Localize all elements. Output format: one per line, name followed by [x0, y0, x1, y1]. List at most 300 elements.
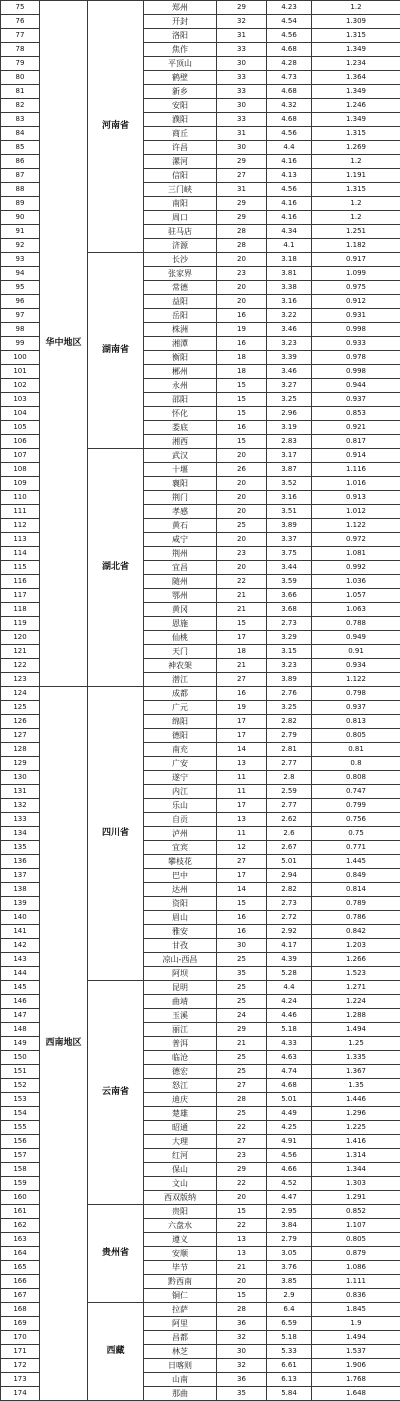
- value-cell: 0.992: [312, 561, 400, 575]
- city-cell: 自贡: [144, 813, 217, 827]
- value-cell: 5.33: [267, 1345, 312, 1359]
- value-cell: 3.15: [267, 645, 312, 659]
- value-cell: 25: [217, 981, 267, 995]
- value-cell: 1.224: [312, 995, 400, 1009]
- value-cell: 6.4: [267, 1303, 312, 1317]
- city-cell: 恩施: [144, 617, 217, 631]
- city-cell: 株洲: [144, 323, 217, 337]
- value-cell: 3.25: [267, 701, 312, 715]
- value-cell: 15: [217, 1205, 267, 1219]
- value-cell: 3.23: [267, 659, 312, 673]
- city-cell: 乐山: [144, 799, 217, 813]
- row-number-cell: 123: [1, 673, 40, 687]
- value-cell: 0.998: [312, 323, 400, 337]
- value-cell: 1.012: [312, 505, 400, 519]
- value-cell: 0.912: [312, 295, 400, 309]
- value-cell: 3.27: [267, 379, 312, 393]
- city-cell: 楚雄: [144, 1107, 217, 1121]
- value-cell: 12: [217, 841, 267, 855]
- row-number-cell: 80: [1, 71, 40, 85]
- value-cell: 4.74: [267, 1065, 312, 1079]
- city-cell: 拉萨: [144, 1303, 217, 1317]
- row-number-cell: 131: [1, 785, 40, 799]
- value-cell: 13: [217, 1247, 267, 1261]
- row-number-cell: 102: [1, 379, 40, 393]
- value-cell: 1.234: [312, 57, 400, 71]
- value-cell: 31: [217, 127, 267, 141]
- row-number-cell: 83: [1, 113, 40, 127]
- value-cell: 2.6: [267, 827, 312, 841]
- row-number-cell: 109: [1, 477, 40, 491]
- value-cell: 0.849: [312, 869, 400, 883]
- row-number-cell: 135: [1, 841, 40, 855]
- row-number-cell: 117: [1, 589, 40, 603]
- row-number-cell: 163: [1, 1233, 40, 1247]
- value-cell: 0.747: [312, 785, 400, 799]
- row-number-cell: 129: [1, 757, 40, 771]
- value-cell: 3.18: [267, 253, 312, 267]
- city-cell: 资阳: [144, 897, 217, 911]
- city-cell: 鹤壁: [144, 71, 217, 85]
- value-cell: 4.1: [267, 239, 312, 253]
- city-cell: 孝感: [144, 505, 217, 519]
- value-cell: 4.49: [267, 1107, 312, 1121]
- row-number-cell: 151: [1, 1065, 40, 1079]
- value-cell: 2.77: [267, 799, 312, 813]
- city-cell: 红河: [144, 1149, 217, 1163]
- city-cell: 大理: [144, 1135, 217, 1149]
- value-cell: 13: [217, 813, 267, 827]
- value-cell: 0.933: [312, 337, 400, 351]
- city-cell: 达州: [144, 883, 217, 897]
- row-number-cell: 140: [1, 911, 40, 925]
- city-cell: 许昌: [144, 141, 217, 155]
- city-cell: 平顶山: [144, 57, 217, 71]
- row-number-cell: 76: [1, 15, 40, 29]
- row-number-cell: 146: [1, 995, 40, 1009]
- value-cell: 1.494: [312, 1023, 400, 1037]
- city-cell: 仙桃: [144, 631, 217, 645]
- value-cell: 1.251: [312, 225, 400, 239]
- city-cell: 南充: [144, 743, 217, 757]
- value-cell: 3.25: [267, 393, 312, 407]
- value-cell: 33: [217, 113, 267, 127]
- value-cell: 25: [217, 995, 267, 1009]
- city-cell: 娄底: [144, 421, 217, 435]
- value-cell: 21: [217, 589, 267, 603]
- row-number-cell: 114: [1, 547, 40, 561]
- row-number-cell: 106: [1, 435, 40, 449]
- value-cell: 1.309: [312, 15, 400, 29]
- value-cell: 17: [217, 869, 267, 883]
- value-cell: 0.879: [312, 1247, 400, 1261]
- value-cell: 1.9: [312, 1317, 400, 1331]
- row-number-cell: 82: [1, 99, 40, 113]
- value-cell: 1.057: [312, 589, 400, 603]
- value-cell: 4.68: [267, 1079, 312, 1093]
- value-cell: 3.81: [267, 267, 312, 281]
- city-cell: 铜仁: [144, 1289, 217, 1303]
- value-cell: 0.931: [312, 309, 400, 323]
- row-number-cell: 138: [1, 883, 40, 897]
- city-cell: 荆门: [144, 491, 217, 505]
- city-cell: 贵阳: [144, 1205, 217, 1219]
- city-cell: 天门: [144, 645, 217, 659]
- city-cell: 武汉: [144, 449, 217, 463]
- city-cell: 玉溪: [144, 1009, 217, 1023]
- row-number-cell: 126: [1, 715, 40, 729]
- value-cell: 29: [217, 197, 267, 211]
- city-cell: 眉山: [144, 911, 217, 925]
- table-row: [1, 1, 400, 15]
- city-cell: 文山: [144, 1177, 217, 1191]
- value-cell: 1.269: [312, 141, 400, 155]
- value-cell: 0.805: [312, 729, 400, 743]
- city-cell: 绵阳: [144, 715, 217, 729]
- value-cell: 3.19: [267, 421, 312, 435]
- value-cell: 5.01: [267, 1093, 312, 1107]
- value-cell: 4.54: [267, 15, 312, 29]
- region-cell: 华中地区: [40, 1, 88, 687]
- value-cell: 4.73: [267, 71, 312, 85]
- value-cell: 22: [217, 1177, 267, 1191]
- row-number-cell: 99: [1, 337, 40, 351]
- city-cell: 郑州: [144, 1, 217, 15]
- value-cell: 4.28: [267, 57, 312, 71]
- value-cell: 20: [217, 1275, 267, 1289]
- value-cell: 1.648: [312, 1387, 400, 1401]
- row-number-cell: 166: [1, 1275, 40, 1289]
- value-cell: 31: [217, 29, 267, 43]
- row-number-cell: 87: [1, 169, 40, 183]
- value-cell: 1.063: [312, 603, 400, 617]
- city-cell: 临沧: [144, 1051, 217, 1065]
- city-cell: 德阳: [144, 729, 217, 743]
- value-cell: 5.84: [267, 1387, 312, 1401]
- value-cell: 1.303: [312, 1177, 400, 1191]
- row-number-cell: 155: [1, 1121, 40, 1135]
- value-cell: 17: [217, 799, 267, 813]
- city-cell: 宜昌: [144, 561, 217, 575]
- value-cell: 1.271: [312, 981, 400, 995]
- row-number-cell: 120: [1, 631, 40, 645]
- row-number-cell: 119: [1, 617, 40, 631]
- value-cell: 3.46: [267, 323, 312, 337]
- value-cell: 3.44: [267, 561, 312, 575]
- value-cell: 2.9: [267, 1289, 312, 1303]
- value-cell: 1.315: [312, 127, 400, 141]
- row-number-cell: 88: [1, 183, 40, 197]
- city-cell: 阿里: [144, 1317, 217, 1331]
- value-cell: 2.76: [267, 687, 312, 701]
- city-cell: 日喀则: [144, 1359, 217, 1373]
- value-cell: 3.89: [267, 519, 312, 533]
- value-cell: 2.8: [267, 771, 312, 785]
- city-cell: 潜江: [144, 673, 217, 687]
- row-number-cell: 164: [1, 1247, 40, 1261]
- value-cell: 29: [217, 1, 267, 15]
- value-cell: 13: [217, 1233, 267, 1247]
- city-cell: 毕节: [144, 1261, 217, 1275]
- value-cell: 28: [217, 225, 267, 239]
- value-cell: 30: [217, 99, 267, 113]
- row-number-cell: 86: [1, 155, 40, 169]
- value-cell: 4.4: [267, 141, 312, 155]
- value-cell: 2.81: [267, 743, 312, 757]
- value-cell: 25: [217, 519, 267, 533]
- value-cell: 0.914: [312, 449, 400, 463]
- value-cell: 14: [217, 883, 267, 897]
- city-cell: 濮阳: [144, 113, 217, 127]
- value-cell: 17: [217, 715, 267, 729]
- row-number-cell: 128: [1, 743, 40, 757]
- city-cell: 开封: [144, 15, 217, 29]
- value-cell: 21: [217, 659, 267, 673]
- value-cell: 16: [217, 911, 267, 925]
- value-cell: 3.87: [267, 463, 312, 477]
- value-cell: 0.75: [312, 827, 400, 841]
- value-cell: 0.808: [312, 771, 400, 785]
- value-cell: 4.68: [267, 113, 312, 127]
- row-number-cell: 85: [1, 141, 40, 155]
- value-cell: 29: [217, 211, 267, 225]
- value-cell: 1.364: [312, 71, 400, 85]
- value-cell: 0.814: [312, 883, 400, 897]
- row-number-cell: 81: [1, 85, 40, 99]
- city-cell: 张家界: [144, 267, 217, 281]
- value-cell: 15: [217, 1289, 267, 1303]
- value-cell: 2.96: [267, 407, 312, 421]
- value-cell: 16: [217, 337, 267, 351]
- value-cell: 1.349: [312, 113, 400, 127]
- row-number-cell: 111: [1, 505, 40, 519]
- value-cell: 6.59: [267, 1317, 312, 1331]
- value-cell: 1.537: [312, 1345, 400, 1359]
- value-cell: 20: [217, 477, 267, 491]
- city-cell: 成都: [144, 687, 217, 701]
- city-cell: 昆明: [144, 981, 217, 995]
- value-cell: 11: [217, 771, 267, 785]
- value-cell: 1.288: [312, 1009, 400, 1023]
- value-cell: 0.789: [312, 897, 400, 911]
- value-cell: 18: [217, 351, 267, 365]
- value-cell: 4.16: [267, 155, 312, 169]
- value-cell: 26: [217, 463, 267, 477]
- value-cell: 30: [217, 141, 267, 155]
- value-cell: 2.77: [267, 757, 312, 771]
- value-cell: 1.768: [312, 1373, 400, 1387]
- city-cell: 曲靖: [144, 995, 217, 1009]
- value-cell: 0.771: [312, 841, 400, 855]
- row-number-cell: 93: [1, 253, 40, 267]
- value-cell: 4.34: [267, 225, 312, 239]
- value-cell: 0.842: [312, 925, 400, 939]
- row-number-cell: 78: [1, 43, 40, 57]
- value-cell: 3.75: [267, 547, 312, 561]
- value-cell: 1.349: [312, 43, 400, 57]
- row-number-cell: 141: [1, 925, 40, 939]
- value-cell: 23: [217, 1149, 267, 1163]
- value-cell: 6.13: [267, 1373, 312, 1387]
- value-cell: 3.89: [267, 673, 312, 687]
- value-cell: 14: [217, 743, 267, 757]
- city-cell: 丽江: [144, 1023, 217, 1037]
- value-cell: 1.099: [312, 267, 400, 281]
- value-cell: 1.182: [312, 239, 400, 253]
- value-cell: 27: [217, 169, 267, 183]
- row-number-cell: 169: [1, 1317, 40, 1331]
- city-cell: 攀枝花: [144, 855, 217, 869]
- value-cell: 4.56: [267, 127, 312, 141]
- value-cell: 1.416: [312, 1135, 400, 1149]
- value-cell: 4.56: [267, 29, 312, 43]
- value-cell: 13: [217, 757, 267, 771]
- value-cell: 1.122: [312, 519, 400, 533]
- row-number-cell: 98: [1, 323, 40, 337]
- value-cell: 0.91: [312, 645, 400, 659]
- value-cell: 1.191: [312, 169, 400, 183]
- value-cell: 27: [217, 673, 267, 687]
- value-cell: 2.62: [267, 813, 312, 827]
- value-cell: 0.852: [312, 1205, 400, 1219]
- value-cell: 4.32: [267, 99, 312, 113]
- city-cell: 凉山-西昌: [144, 953, 217, 967]
- value-cell: 17: [217, 729, 267, 743]
- value-cell: 1.906: [312, 1359, 400, 1373]
- city-cell: 安顺: [144, 1247, 217, 1261]
- value-cell: 24: [217, 1009, 267, 1023]
- value-cell: 19: [217, 323, 267, 337]
- value-cell: 0.805: [312, 1233, 400, 1247]
- value-cell: 1.349: [312, 85, 400, 99]
- value-cell: 15: [217, 407, 267, 421]
- row-number-cell: 170: [1, 1331, 40, 1345]
- city-cell: 黄冈: [144, 603, 217, 617]
- city-cell: 黔西南: [144, 1275, 217, 1289]
- value-cell: 30: [217, 1345, 267, 1359]
- value-cell: 0.836: [312, 1289, 400, 1303]
- row-number-cell: 136: [1, 855, 40, 869]
- city-cell: 普洱: [144, 1037, 217, 1051]
- value-cell: 2.73: [267, 617, 312, 631]
- province-cell: 云南省: [88, 981, 144, 1205]
- value-cell: 4.39: [267, 953, 312, 967]
- value-cell: 3.38: [267, 281, 312, 295]
- value-cell: 31: [217, 183, 267, 197]
- value-cell: 22: [217, 1121, 267, 1135]
- value-cell: 1.246: [312, 99, 400, 113]
- value-cell: 11: [217, 785, 267, 799]
- city-cell: 宜宾: [144, 841, 217, 855]
- city-cell: 随州: [144, 575, 217, 589]
- row-number-cell: 150: [1, 1051, 40, 1065]
- value-cell: 3.37: [267, 533, 312, 547]
- value-cell: 2.79: [267, 1233, 312, 1247]
- value-cell: 28: [217, 239, 267, 253]
- city-cell: 雅安: [144, 925, 217, 939]
- value-cell: 30: [217, 939, 267, 953]
- value-cell: 0.853: [312, 407, 400, 421]
- row-number-cell: 152: [1, 1079, 40, 1093]
- row-number-cell: 142: [1, 939, 40, 953]
- value-cell: 1.367: [312, 1065, 400, 1079]
- city-cell: 昭通: [144, 1121, 217, 1135]
- row-number-cell: 104: [1, 407, 40, 421]
- value-cell: 4.68: [267, 43, 312, 57]
- row-number-cell: 168: [1, 1303, 40, 1317]
- city-cell: 林芝: [144, 1345, 217, 1359]
- value-cell: 15: [217, 393, 267, 407]
- province-cell: 湖南省: [88, 253, 144, 449]
- city-cell: 常德: [144, 281, 217, 295]
- city-cell: 益阳: [144, 295, 217, 309]
- province-cell: 河南省: [88, 1, 144, 253]
- value-cell: 4.33: [267, 1037, 312, 1051]
- city-cell: 广安: [144, 757, 217, 771]
- city-cell: 黄石: [144, 519, 217, 533]
- value-cell: 25: [217, 1107, 267, 1121]
- row-number-cell: 171: [1, 1345, 40, 1359]
- row-number-cell: 139: [1, 897, 40, 911]
- value-cell: 29: [217, 1163, 267, 1177]
- row-number-cell: 145: [1, 981, 40, 995]
- value-cell: 1.225: [312, 1121, 400, 1135]
- province-cell: 湖北省: [88, 449, 144, 687]
- value-cell: 16: [217, 421, 267, 435]
- value-cell: 0.949: [312, 631, 400, 645]
- row-number-cell: 159: [1, 1177, 40, 1191]
- value-cell: 3.84: [267, 1219, 312, 1233]
- city-cell: 山南: [144, 1373, 217, 1387]
- value-cell: 21: [217, 1261, 267, 1275]
- value-cell: 0.788: [312, 617, 400, 631]
- value-cell: 1.2: [312, 197, 400, 211]
- city-cell: 郴州: [144, 365, 217, 379]
- value-cell: 0.998: [312, 365, 400, 379]
- value-cell: 1.116: [312, 463, 400, 477]
- row-number-cell: 124: [1, 687, 40, 701]
- value-cell: 4.17: [267, 939, 312, 953]
- row-number-cell: 160: [1, 1191, 40, 1205]
- value-cell: 3.16: [267, 295, 312, 309]
- value-cell: 20: [217, 505, 267, 519]
- value-cell: 16: [217, 925, 267, 939]
- row-number-cell: 92: [1, 239, 40, 253]
- value-cell: 3.51: [267, 505, 312, 519]
- value-cell: 4.16: [267, 211, 312, 225]
- value-cell: 15: [217, 897, 267, 911]
- value-cell: 2.82: [267, 715, 312, 729]
- value-cell: 21: [217, 1037, 267, 1051]
- row-number-cell: 153: [1, 1093, 40, 1107]
- value-cell: 23: [217, 547, 267, 561]
- row-number-cell: 116: [1, 575, 40, 589]
- row-number-cell: 125: [1, 701, 40, 715]
- value-cell: 32: [217, 15, 267, 29]
- value-cell: 0.934: [312, 659, 400, 673]
- row-number-cell: 90: [1, 211, 40, 225]
- row-number-cell: 143: [1, 953, 40, 967]
- value-cell: 0.937: [312, 701, 400, 715]
- value-cell: 20: [217, 449, 267, 463]
- value-cell: 1.25: [312, 1037, 400, 1051]
- city-cell: 安阳: [144, 99, 217, 113]
- value-cell: 4.68: [267, 85, 312, 99]
- city-cell: 巴中: [144, 869, 217, 883]
- value-cell: 0.799: [312, 799, 400, 813]
- value-cell: 16: [217, 309, 267, 323]
- row-number-cell: 75: [1, 1, 40, 15]
